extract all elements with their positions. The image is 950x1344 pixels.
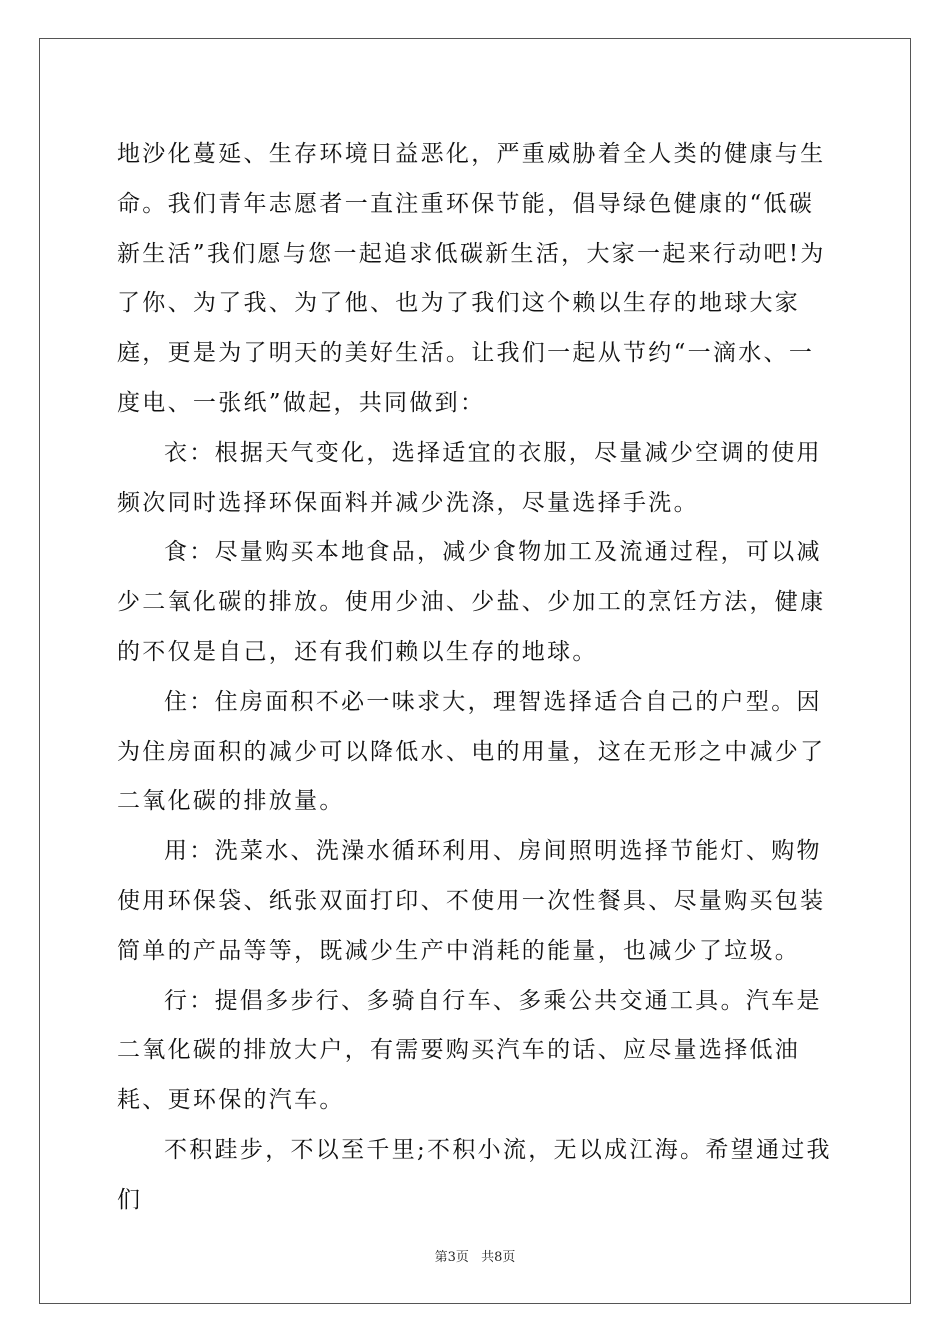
page-footer — [0, 1246, 950, 1265]
document-body — [117, 130, 837, 1226]
paragraph-housing: 住：住房面积不必一味求大，理智选择适合自己的户型。因为住房面积的减少可以降低水、电的用量，这在无形之中减少了二氧化碳的排放量。 — [117, 688, 826, 815]
current-page-number: 第3页 — [434, 1250, 469, 1265]
total-pages: 共8页 — [481, 1250, 516, 1265]
paragraph-closing: 不积跬步，不以至千里;不积小流，无以成江海。希望通过我们 — [117, 1136, 832, 1213]
paragraph-usage: 用：洗菜水、洗澡水循环利用、房间照明选择节能灯、购物使用环保袋、纸张双面打印、不使用一次性餐具、尽量购买包装简单的产品等等，既减少生产中消耗的能量，也减少了垃圾。 — [117, 838, 826, 964]
paragraph-intro: 地沙化蔓延、生存环境日益恶化，严重威胁着全人类的健康与生命。我们青年志愿者一直注重环保节能，倡导绿色健康的“低碳新生活”我们愿与您一起追求低碳新生活，大家一起来行动吧!为了你、为了我、为了他、也为了我们这个赖以生存的地球大家庭，更是为了明天的美好生活。让我们一起从节约“一滴水、一度电、一张纸”做起，共同做到： — [117, 141, 826, 416]
paragraph-clothing: 衣：根据天气变化，选择适宜的衣服，尽量减少空调的使用频次同时选择环保面料并减少洗涤，尽量选择手洗。 — [117, 439, 822, 516]
paragraph-food: 食：尽量购买本地食品，减少食物加工及流通过程，可以减少二氧化碳的排放。使用少油、少盐、少加工的烹饪方法，健康的不仅是自己，还有我们赖以生存的地球。 — [117, 539, 826, 665]
paragraph-travel: 行：提倡多步行、多骑自行车、多乘公共交通工具。汽车是二氧化碳的排放大户，有需要购买汽车的话、应尽量选择低油耗、更环保的汽车。 — [117, 987, 822, 1114]
